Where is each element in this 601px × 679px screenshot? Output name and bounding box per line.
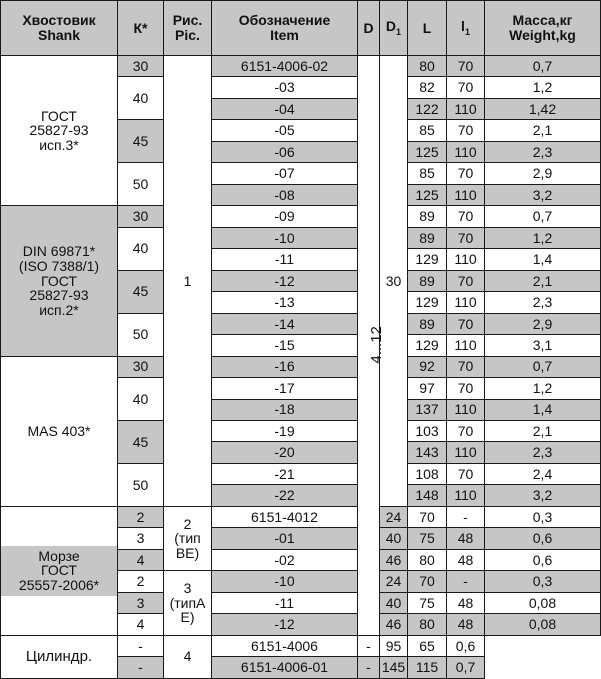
mass-cell: 0,7 [447,657,485,679]
mass-cell: 3,1 [485,335,601,356]
mass-cell: 0,6 [447,635,485,656]
l1-cell: 70 [447,378,485,399]
table-row [1,356,601,377]
table-row [1,206,601,227]
l1-cell: 70 [447,56,485,77]
mass-cell: 0,7 [485,206,601,227]
shank-din: DIN 69871* (ISO 7388/1) ГОСТ 25827-93 исп.2* [1,206,118,356]
d1-cell: 46 [380,614,408,635]
l-cell: 80 [408,56,447,77]
l1-cell: 70 [447,420,485,441]
header-k: К* [118,1,164,56]
l-cell: 80 [408,614,447,635]
l1-cell: 65 [408,635,447,656]
item-cell: -10 [212,571,358,592]
mass-cell: 1,2 [485,227,601,248]
mass-cell: 2,9 [485,163,601,184]
item-cell: -09 [212,206,358,227]
item-cell: -08 [212,184,358,205]
header-l1: $l_1$ [447,1,485,56]
table-row [1,56,601,77]
item-cell: -04 [212,98,358,119]
pic-3: 3 (типА Е) [164,571,212,635]
l1-cell: 70 [447,77,485,98]
d1-cell: 24 [380,506,408,527]
item-cell: -06 [212,141,358,162]
mass-cell: 1,4 [485,249,601,270]
header-shank: Хвостовик Shank [1,1,118,56]
header-pic: Рис. Pic. [164,1,212,56]
mass-cell: 1,42 [485,98,601,119]
l1-cell: 110 [447,141,485,162]
k-cell: 45 [118,270,164,313]
shank-morse: Морзе ГОСТ 25557-2006* [1,506,118,635]
d1-cell: 40 [380,592,408,613]
item-cell: -11 [212,249,358,270]
header-d1: $D_1$ [380,1,408,56]
header-l: L [408,1,447,56]
mass-cell: 0,3 [485,571,601,592]
pic-2: 2 (тип ВЕ) [164,506,212,570]
d1-cell: 46 [380,549,408,570]
mass-cell: 2,1 [485,270,601,291]
item-cell: -01 [212,528,358,549]
d1-cell: 40 [380,528,408,549]
item-cell: -11 [212,592,358,613]
header-mass: Масса,кг Weight,kg [485,1,601,56]
l1-cell: 110 [447,292,485,313]
l1-cell: - [447,571,485,592]
k-cell: 30 [118,356,164,377]
item-cell: -02 [212,549,358,570]
mass-cell: 1,2 [485,77,601,98]
mass-cell: 2,9 [485,313,601,334]
l-cell: 85 [408,163,447,184]
l-cell: 75 [408,528,447,549]
k-cell: 45 [118,420,164,463]
l1-cell: 115 [408,657,447,679]
mass-cell: 2,1 [485,420,601,441]
l1-cell: 110 [447,485,485,506]
l1-cell: 48 [447,549,485,570]
l-cell: 122 [408,98,447,119]
item-cell: -13 [212,292,358,313]
mass-cell: 1,2 [485,378,601,399]
l-cell: 137 [408,399,447,420]
l-cell: 89 [408,270,447,291]
item-cell: -14 [212,313,358,334]
l-cell: 89 [408,227,447,248]
d-range: 4...12 [358,56,380,636]
mass-cell: 0,6 [485,528,601,549]
shank-gost-isp3: ГОСТ 25827-93 исп.3* [1,56,118,206]
l1-cell: 110 [447,335,485,356]
item-cell: -19 [212,420,358,441]
item-cell: -03 [212,77,358,98]
l1-cell: 70 [447,163,485,184]
d1-cell: - [358,657,380,679]
item-cell: -21 [212,463,358,484]
l1-cell: 110 [447,184,485,205]
table-row [1,635,601,656]
l-cell: 129 [408,249,447,270]
k-cell: 40 [118,227,164,270]
l1-cell: 48 [447,592,485,613]
l1-cell: 70 [447,356,485,377]
l-cell: 129 [408,335,447,356]
k-cell: 30 [118,56,164,77]
l-cell: 82 [408,77,447,98]
l-cell: 92 [408,356,447,377]
mass-cell: 0,3 [485,506,601,527]
l-cell: 95 [380,635,408,656]
l-cell: 70 [408,571,447,592]
l-cell: 125 [408,184,447,205]
mass-cell: 0,7 [485,356,601,377]
k-cell: 50 [118,163,164,206]
item-cell: -05 [212,120,358,141]
l-cell: 145 [380,657,408,679]
item-cell: -18 [212,399,358,420]
k-cell: 2 [118,506,164,527]
l-cell: 148 [408,485,447,506]
header-d: D [358,1,380,56]
header-item: Обозначение Item [212,1,358,56]
l1-cell: 110 [447,98,485,119]
l1-cell: 70 [447,206,485,227]
k-cell: 50 [118,313,164,356]
l1-cell: 70 [447,463,485,484]
item-cell: 6151-4006-01 [212,657,358,679]
d1-main: 30 [380,56,408,507]
d1-cell: - [358,635,380,656]
k-cell: 3 [118,592,164,613]
mass-cell: 2,3 [485,292,601,313]
k-cell: 4 [118,614,164,635]
k-cell: 45 [118,120,164,163]
l-cell: 80 [408,549,447,570]
mass-cell: 0,08 [485,614,601,635]
mass-cell: 2,1 [485,120,601,141]
mass-cell: 1,4 [485,399,601,420]
k-cell: 40 [118,77,164,120]
item-cell: -12 [212,614,358,635]
item-cell: -16 [212,356,358,377]
l-cell: 75 [408,592,447,613]
l1-cell: 70 [447,313,485,334]
l1-cell: 48 [447,614,485,635]
item-cell: -22 [212,485,358,506]
item-cell: 6151-4006-02 [212,56,358,77]
k-cell: 40 [118,378,164,421]
k-cell: - [118,657,164,679]
k-cell: 3 [118,528,164,549]
l1-cell: 70 [447,120,485,141]
pic-1: 1 [164,56,212,507]
item-cell: -20 [212,442,358,463]
shank-mas: MAS 403* [1,356,118,506]
shank-cyl: Цилиндр. [1,635,118,678]
l-cell: 89 [408,313,447,334]
k-cell: - [118,635,164,656]
item-cell: 6151-4012 [212,506,358,527]
l1-cell: - [447,506,485,527]
l1-cell: 70 [447,227,485,248]
item-cell: -10 [212,227,358,248]
mass-cell: 0,7 [485,56,601,77]
l-cell: 108 [408,463,447,484]
k-cell: 50 [118,463,164,506]
mass-cell: 3,2 [485,184,601,205]
item-cell: 6151-4006 [212,635,358,656]
item-cell: -17 [212,378,358,399]
pic-4: 4 [164,635,212,678]
mass-cell: 0,08 [485,592,601,613]
item-cell: -15 [212,335,358,356]
l-cell: 89 [408,206,447,227]
l-cell: 103 [408,420,447,441]
k-cell: 4 [118,549,164,570]
l1-cell: 110 [447,442,485,463]
mass-cell: 0,6 [485,549,601,570]
l-cell: 125 [408,141,447,162]
d1-cell: 24 [380,571,408,592]
k-cell: 2 [118,571,164,592]
l1-cell: 110 [447,399,485,420]
l-cell: 129 [408,292,447,313]
item-cell: -12 [212,270,358,291]
mass-cell: 3,2 [485,485,601,506]
l-cell: 85 [408,120,447,141]
mass-cell: 2,4 [485,463,601,484]
l1-cell: 110 [447,249,485,270]
l1-cell: 48 [447,528,485,549]
table-row [1,506,601,527]
mass-cell: 2,3 [485,442,601,463]
header-row [1,1,601,56]
k-cell: 30 [118,206,164,227]
l-cell: 143 [408,442,447,463]
l-cell: 97 [408,378,447,399]
item-cell: -07 [212,163,358,184]
l-cell: 70 [408,506,447,527]
mass-cell: 2,3 [485,141,601,162]
l1-cell: 70 [447,270,485,291]
